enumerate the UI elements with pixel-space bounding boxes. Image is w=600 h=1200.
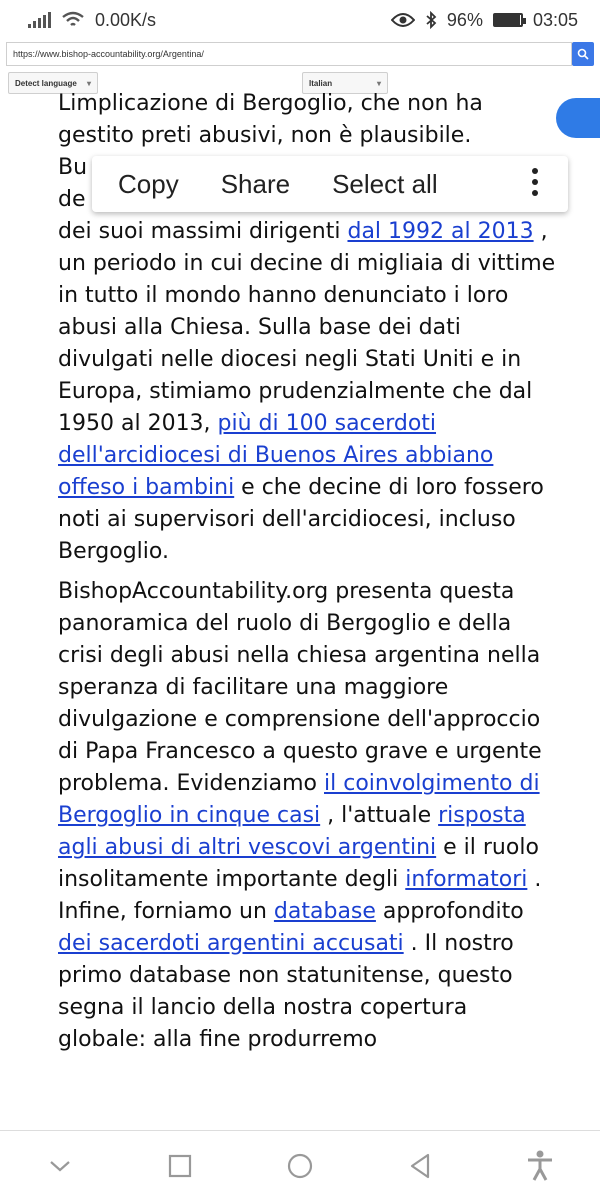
accessibility-button[interactable] (520, 1146, 560, 1186)
floating-action-dot[interactable] (556, 98, 600, 138)
back-icon (408, 1153, 432, 1179)
link-whistleblowers[interactable]: informatori (405, 867, 528, 892)
link-1992-2013[interactable]: dal 1992 al 2013 (347, 219, 534, 244)
text: , un periodo in cui decine di migliaia di vittime in tutto il mondo hanno denunciato i loro abusi alla Chiesa. Sulla base dei dati divulgati nelle diocesi negli Stati Uniti e in Europa, stimiamo prudenzialmente che dal 1950 al 2013, (58, 219, 556, 436)
status-left (28, 10, 156, 31)
chevron-down-icon: ▾ (86, 78, 91, 88)
link-five-cases[interactable]: il coinvolgimento di Bergoglio in cinque casi (58, 771, 540, 828)
text: , l'attuale (320, 803, 439, 828)
text: . Il nostro primo database non statunitense, questo segna il lancio della nostra copertura globale: alla fine produrremo (58, 931, 514, 1052)
home-icon (286, 1152, 314, 1180)
recent-apps-button[interactable] (160, 1146, 200, 1186)
text: de (58, 187, 86, 212)
url-input[interactable] (6, 42, 572, 66)
home-button[interactable] (280, 1146, 320, 1186)
text: approfondito (375, 899, 524, 924)
battery-icon (493, 13, 523, 27)
wifi-icon (61, 11, 85, 29)
navigation-bar (0, 1130, 600, 1200)
recent-apps-icon (168, 1154, 192, 1178)
source-language-label: Detect language (15, 78, 77, 88)
link-accused-priests[interactable]: dei sacerdoti argentini accusati (58, 931, 404, 956)
eye-icon (391, 12, 415, 28)
text: BishopAccountability.org presenta questa panoramica del ruolo di Bergoglio e della crisi degli abusi nella chiesa argentina nella speranza di facilitare una maggiore divulgazione e comprensione dell'approccio di Papa Francesco a questo grave e urgente problema. Evidenziamo (58, 579, 542, 796)
hide-nav-button[interactable] (40, 1146, 80, 1186)
select-all-button[interactable]: Select all (332, 168, 438, 199)
copy-button[interactable]: Copy (118, 168, 179, 199)
link-100-priests[interactable]: più di 100 sacerdoti dell'arcidiocesi di Buenos Aires abbiano offeso i bambini (58, 411, 494, 500)
back-button[interactable] (400, 1146, 440, 1186)
chevron-down-icon: ▾ (376, 78, 381, 88)
search-icon (577, 48, 589, 60)
bluetooth-icon (425, 11, 437, 29)
more-vertical-icon[interactable] (532, 168, 538, 196)
link-other-bishops[interactable]: risposta agli abusi di altri vescovi argentini (58, 803, 526, 860)
text: e il ruolo insolitamente importante degli (58, 835, 539, 892)
network-speed: 0.00K/s (95, 9, 157, 30)
article-body (58, 88, 558, 1064)
address-row (6, 42, 594, 66)
text: dei suoi massimi dirigenti (58, 219, 348, 244)
target-language-label: Italian (309, 78, 333, 88)
text: Bu (58, 155, 88, 180)
text-selection-menu (92, 156, 568, 212)
battery-percent: 96% (446, 9, 483, 30)
text: e che decine di loro fossero noti ai supervisori dell'arcidiocesi, incluso Bergoglio. (58, 475, 544, 564)
status-right (391, 10, 578, 31)
paragraph-2 (58, 576, 558, 1056)
share-button[interactable]: Share (220, 168, 291, 199)
text: Limplicazione di Bergoglio, che non ha gestito preti abusivi, non è plausibile. (58, 91, 483, 148)
link-database[interactable]: database (273, 899, 376, 924)
accessibility-icon (526, 1150, 554, 1182)
status-bar (0, 0, 600, 40)
signal-icon (28, 12, 51, 28)
clock: 03:05 (532, 9, 578, 30)
chevron-down-icon (48, 1159, 72, 1173)
battery-fill (495, 15, 520, 25)
text: . Infine, forniamo un (58, 867, 542, 924)
search-button[interactable] (572, 42, 594, 66)
